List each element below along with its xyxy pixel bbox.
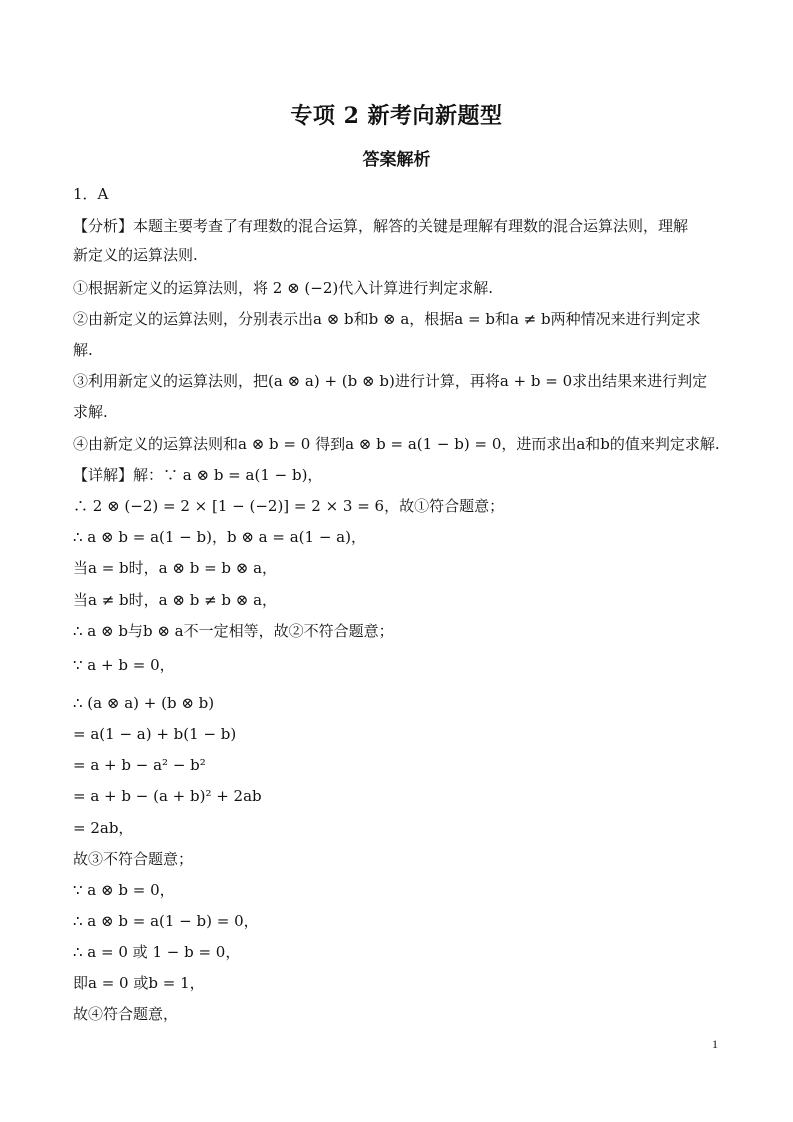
solution-line: ∴ a ⊗ b = a(1 − b) = 0， — [73, 912, 259, 930]
analysis-line: 【分析】本题主要考查了有理数的混合运算，解答的关键是理解有理数的混合运算法则，理解 — [73, 217, 689, 235]
solution-line: 故④符合题意， — [73, 1005, 179, 1023]
analysis-line: 新定义的运算法则. — [73, 246, 198, 264]
solution-line: ∴ a ⊗ b = a(1 − b)，b ⊗ a = a(1 − a)， — [73, 528, 366, 546]
solution-line: ∴ (a ⊗ a) + (b ⊗ b) — [73, 694, 215, 712]
page-number: 1 — [712, 1037, 718, 1051]
solution-line: ∴ 2 ⊗ (−2) = 2 × [1 − (−2)] = 2 × 3 = 6，故①符合题意； — [73, 497, 505, 515]
solution-line: 当a = b时，a ⊗ b = b ⊗ a， — [73, 559, 278, 577]
solution-line: 即a = 0 或b = 1， — [73, 974, 205, 992]
solution-line: = a + b − a² − b² — [73, 756, 206, 774]
analysis-line: ③利用新定义的运算法则，把(a ⊗ a) + (b ⊗ b)进行计算，再将a + b = 0求出结果来进行判定 — [73, 372, 708, 390]
analysis-line: ②由新定义的运算法则，分别表示出a ⊗ b和b ⊗ a，根据a = b和a ≠ b两种情况来进行判定求 — [73, 310, 701, 328]
page-title: 专项 2 新考向新题型 — [290, 103, 503, 129]
analysis-line: 求解. — [73, 403, 108, 421]
solution-line: = a(1 − a) + b(1 − b) — [73, 725, 237, 743]
analysis-line: 解. — [73, 341, 93, 359]
solution-line: = a + b − (a + b)² + 2ab — [73, 787, 262, 805]
solution-line: ∵ a + b = 0， — [73, 656, 175, 674]
solution-line: ∵ a ⊗ b = 0， — [73, 881, 175, 899]
solution-line: 【详解】解：∵ a ⊗ b = a(1 − b)， — [73, 466, 323, 484]
analysis-line: ④由新定义的运算法则和a ⊗ b = 0 得到a ⊗ b = a(1 − b) = 0，进而求出a和b的值来判定求解. — [73, 435, 720, 453]
solution-line: 故③不符合题意； — [73, 850, 194, 868]
solution-line: ∴ a = 0 或 1 − b = 0， — [73, 943, 241, 961]
solution-line: 当a ≠ b时，a ⊗ b ≠ b ⊗ a， — [73, 591, 278, 609]
section-subtitle: 答案解析 — [362, 150, 431, 170]
answer-line: 1．A — [73, 185, 109, 203]
solution-line: = 2ab， — [73, 819, 134, 837]
solution-line: ∴ a ⊗ b与b ⊗ a不一定相等，故②不符合题意； — [73, 622, 394, 640]
analysis-line: ①根据新定义的运算法则，将 2 ⊗ (−2)代入计算进行判定求解. — [73, 279, 494, 297]
